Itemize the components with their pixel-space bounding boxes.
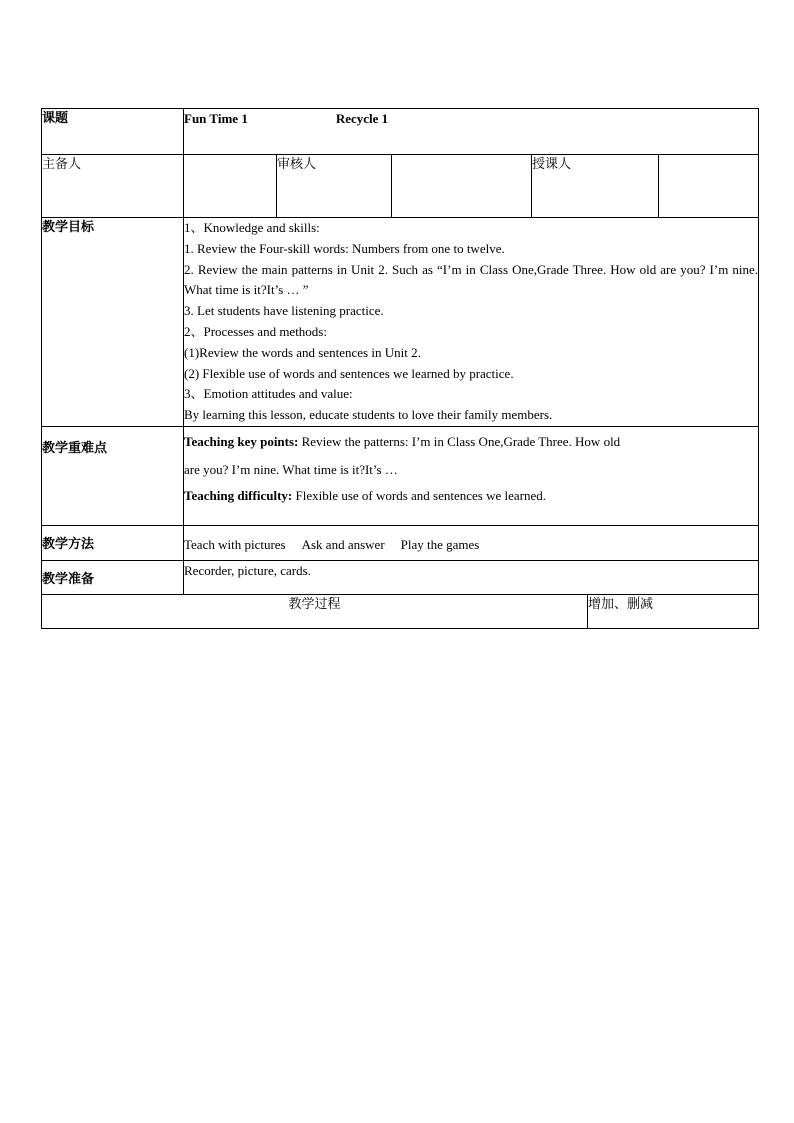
keypoints-row [42, 426, 759, 525]
keypoints-cell [184, 426, 759, 525]
title-row [42, 109, 759, 155]
objective-line: 2. Review the main patterns in Unit 2. Such as “I’m in Class One,Grade Three. How old are you? I’m nine. What time is it?It’s … ” [184, 261, 759, 298]
add-delete-label: 增加、删减 [588, 594, 759, 628]
objective-line: 1、Knowledge and skills: [184, 220, 320, 235]
method-item: Play the games [400, 536, 480, 552]
objectives-label: 教学目标 [42, 218, 184, 427]
reviewer-label: 审核人 [277, 155, 392, 218]
objective-line: (2) Flexible use of words and sentences we learned by practice. [184, 365, 514, 381]
objective-line: (1)Review the words and sentences in Unit 2. [184, 344, 421, 360]
title-value-cell [184, 109, 759, 155]
key-points-title: Teaching key points: [184, 433, 299, 449]
teacher-value [659, 155, 759, 218]
objectives-cell [184, 218, 759, 427]
objective-line: 1. Review the Four-skill words: Numbers from one to twelve. [184, 240, 505, 256]
objectives-row [42, 218, 759, 427]
lesson-plan-table [41, 108, 759, 629]
title-recycle: Recycle 1 [335, 111, 389, 126]
key-points-line-2: are you? I’m nine. What time is it?It’s … [184, 461, 398, 477]
methods-cell [184, 525, 759, 560]
preparation-value: Recorder, picture, cards. [184, 560, 759, 594]
teacher-label: 授课人 [532, 155, 659, 218]
key-points-text: Review the patterns: I’m in Class One,Grade Three. How old [298, 433, 621, 449]
process-row [42, 594, 759, 628]
objective-line: 3. Let students have listening practice. [184, 303, 384, 319]
preparer-row [42, 155, 759, 218]
difficulty-title: Teaching difficulty: [184, 487, 293, 503]
keypoints-label: 教学重难点 [42, 426, 184, 525]
title-label: 课题 [42, 109, 184, 155]
methods-row [42, 525, 759, 560]
reviewer-value [392, 155, 532, 218]
objective-line: 2、Processes and methods: [184, 323, 327, 339]
methods-label: 教学方法 [42, 525, 184, 560]
preparation-label: 教学准备 [42, 560, 184, 594]
method-item: Teach with pictures [184, 536, 286, 552]
preparer-label: 主备人 [42, 155, 184, 218]
key-points-line [184, 427, 758, 457]
preparer-value [184, 155, 277, 218]
title-value: Fun Time 1 [184, 111, 248, 126]
difficulty-line [184, 483, 758, 509]
method-item: Ask and answer [301, 536, 385, 552]
process-label: 教学过程 [42, 594, 588, 628]
objective-line: 3、Emotion attitudes and value: [184, 386, 353, 402]
objective-line: By learning this lesson, educate students to love their family members. [184, 407, 553, 423]
preparation-row [42, 560, 759, 594]
difficulty-text: Flexible use of words and sentences we learned. [292, 487, 547, 503]
